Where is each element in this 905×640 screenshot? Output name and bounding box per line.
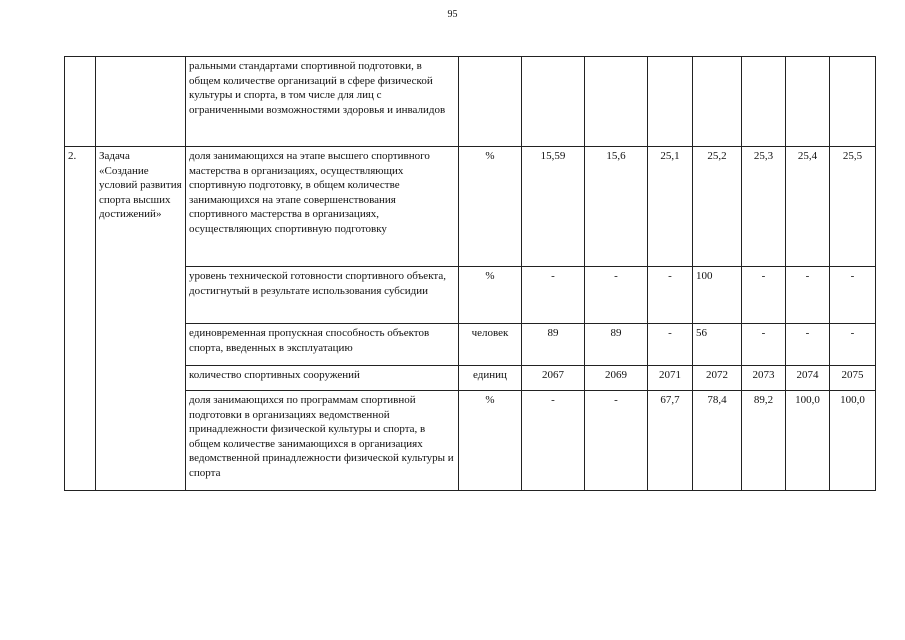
value-cell: 2073 (742, 366, 786, 391)
value-cell: - (585, 391, 648, 491)
value-cell: - (648, 324, 693, 366)
value-cell: 25,4 (786, 147, 830, 267)
value-cell: 2071 (648, 366, 693, 391)
row-number-cell: 2. (65, 147, 96, 491)
unit-cell: % (459, 267, 522, 324)
value-cell (585, 57, 648, 147)
value-cell: 56 (693, 324, 742, 366)
value-cell (693, 57, 742, 147)
indicator-cell: ральными стандартами спортивной подготовки, в общем количестве организаций в сфере физической культуры и спорта, в том числе для лиц с ограниченными возможностями здоровья и инвалидов (186, 57, 459, 147)
table-row (65, 147, 876, 267)
value-cell: 89 (585, 324, 648, 366)
value-cell: - (522, 267, 585, 324)
indicators-table (64, 56, 876, 491)
indicator-cell: доля занимающихся по программам спортивной подготовки в организациях ведомственной принадлежности физической культуры и спорта, в общем количестве занимающихся в организациях ведомственной принадлежности физической культуры и спорта (186, 391, 459, 491)
value-cell: 89 (522, 324, 585, 366)
value-cell: - (830, 267, 876, 324)
value-cell: 2072 (693, 366, 742, 391)
value-cell: 100,0 (786, 391, 830, 491)
value-cell: 2074 (786, 366, 830, 391)
unit-cell: % (459, 391, 522, 491)
value-cell: 100 (693, 267, 742, 324)
indicator-cell: уровень технической готовности спортивного объекта, достигнутый в результате использования субсидии (186, 267, 459, 324)
value-cell: 78,4 (693, 391, 742, 491)
value-cell: - (742, 324, 786, 366)
unit-cell (459, 57, 522, 147)
value-cell (648, 57, 693, 147)
value-cell: 67,7 (648, 391, 693, 491)
value-cell: - (648, 267, 693, 324)
value-cell: 2067 (522, 366, 585, 391)
table-row (65, 391, 876, 491)
indicator-cell: количество спортивных сооружений (186, 366, 459, 391)
value-cell (742, 57, 786, 147)
unit-cell: единиц (459, 366, 522, 391)
value-cell: 25,2 (693, 147, 742, 267)
table-row (65, 324, 876, 366)
indicator-cell: единовременная пропускная способность объектов спорта, введенных в эксплуатацию (186, 324, 459, 366)
value-cell: - (742, 267, 786, 324)
value-cell: - (830, 324, 876, 366)
value-cell: 100,0 (830, 391, 876, 491)
value-cell: 25,1 (648, 147, 693, 267)
value-cell: 2069 (585, 366, 648, 391)
table-row (65, 366, 876, 391)
value-cell: 15,59 (522, 147, 585, 267)
value-cell: 15,6 (585, 147, 648, 267)
value-cell: - (585, 267, 648, 324)
unit-cell: человек (459, 324, 522, 366)
table-row (65, 57, 876, 147)
value-cell: - (786, 267, 830, 324)
task-cell (96, 57, 186, 147)
value-cell: 25,3 (742, 147, 786, 267)
value-cell (786, 57, 830, 147)
page-number: 95 (447, 9, 458, 20)
task-cell: Задача «Создание условий развития спорта высших достижений» (96, 147, 186, 491)
value-cell (522, 57, 585, 147)
unit-cell: % (459, 147, 522, 267)
row-number-cell (65, 57, 96, 147)
value-cell: - (786, 324, 830, 366)
table-row (65, 267, 876, 324)
value-cell: 25,5 (830, 147, 876, 267)
indicator-cell: доля занимающихся на этапе высшего спортивного мастерства в организациях, осуществляющих спортивную подготовку, в общем количестве занимающихся на этапе совершенствования спортивного мастерства в организациях, осуществляющих спортивную подготовку (186, 147, 459, 267)
value-cell: - (522, 391, 585, 491)
value-cell (830, 57, 876, 147)
value-cell: 2075 (830, 366, 876, 391)
value-cell: 89,2 (742, 391, 786, 491)
